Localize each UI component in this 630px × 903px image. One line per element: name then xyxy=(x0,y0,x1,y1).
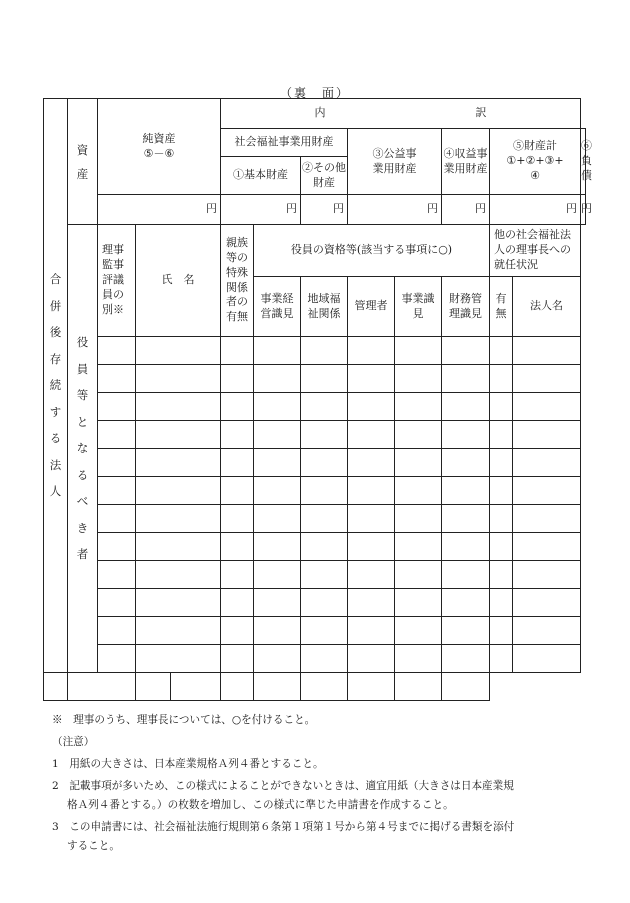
role-cell[interactable] xyxy=(98,365,136,393)
qual-cell-3[interactable] xyxy=(348,393,395,421)
name-cell[interactable] xyxy=(136,421,221,449)
merged-corp-label-char: 法 xyxy=(49,457,62,472)
welfare-assets-header: 社会福祉事業用財産 xyxy=(221,129,348,157)
note-3: 3 この申請書には、社会福祉法施行規則第６条第１項第１号から第４号までに掲げる書類を添付 xyxy=(52,821,515,833)
breakdown-header: 内 訳 xyxy=(221,99,581,129)
name-cell[interactable] xyxy=(136,337,221,365)
qual-cell-4[interactable] xyxy=(395,477,442,505)
officers-label-char: べ xyxy=(76,494,89,509)
officer-row xyxy=(44,449,586,477)
qual-cell-1[interactable] xyxy=(171,673,221,701)
name-cell[interactable] xyxy=(136,365,221,393)
qual-cell-3[interactable] xyxy=(348,365,395,393)
qual-cell-2[interactable] xyxy=(301,337,348,365)
family-cell[interactable] xyxy=(136,673,171,701)
role-cell[interactable] xyxy=(98,505,136,533)
qual-col-4: 事業識 見 xyxy=(395,277,442,337)
corp-name-cell[interactable] xyxy=(513,421,581,449)
officer-row xyxy=(44,617,586,645)
officer-row xyxy=(44,673,586,701)
qual-cell-4[interactable] xyxy=(395,645,442,673)
total-assets-cell[interactable]: 円 xyxy=(490,195,581,225)
qual-cell-3[interactable] xyxy=(348,645,395,673)
family-cell[interactable] xyxy=(221,393,254,421)
qual-cell-2[interactable] xyxy=(301,421,348,449)
note-asterisk: ※ 理事のうち、理事長については、○を付けること。 xyxy=(52,714,316,726)
corp-name-cell[interactable] xyxy=(442,673,490,701)
basic-assets-cell[interactable]: 円 xyxy=(221,195,301,225)
qual-cell-1[interactable] xyxy=(254,617,301,645)
net-assets-header: 純資産 ⑤－⑥ xyxy=(98,99,221,195)
corp-name-cell[interactable] xyxy=(513,477,581,505)
note-caution: （注意） xyxy=(52,736,95,748)
qual-cell-1[interactable] xyxy=(254,589,301,617)
has-cell[interactable] xyxy=(490,505,513,533)
qual-cell-1[interactable] xyxy=(254,421,301,449)
public-assets-cell[interactable]: 円 xyxy=(348,195,442,225)
family-cell[interactable] xyxy=(221,645,254,673)
profit-assets-header: ④収益事 業用財産 xyxy=(442,129,490,195)
qual-cell-1[interactable] xyxy=(254,365,301,393)
note-3-cont: すること。 xyxy=(67,840,120,852)
note-2-cont: 格Ａ列４番とする。）の枚数を増加し、この様式に準じた申請書を作成すること。 xyxy=(67,799,454,811)
qual-cell-5[interactable] xyxy=(442,393,490,421)
qual-cell-1[interactable] xyxy=(254,561,301,589)
qual-cell-1[interactable] xyxy=(254,505,301,533)
merged-corp-label xyxy=(44,99,68,673)
qual-cell-3[interactable] xyxy=(348,449,395,477)
role-cell[interactable] xyxy=(98,617,136,645)
qual-cell-2[interactable] xyxy=(301,589,348,617)
qual-cell-2[interactable] xyxy=(301,617,348,645)
has-cell[interactable] xyxy=(490,477,513,505)
family-cell[interactable] xyxy=(221,365,254,393)
officer-row xyxy=(44,337,586,365)
name-cell[interactable] xyxy=(136,449,221,477)
qual-cell-2[interactable] xyxy=(301,449,348,477)
qual-cell-4[interactable] xyxy=(395,337,442,365)
family-header: 親族 等の 特殊 関係 者の 有無 xyxy=(221,225,254,337)
qual-cell-2[interactable] xyxy=(301,561,348,589)
role-cell[interactable] xyxy=(98,561,136,589)
qual-cell-3[interactable] xyxy=(348,505,395,533)
has-cell[interactable] xyxy=(490,561,513,589)
family-cell[interactable] xyxy=(221,505,254,533)
merged-corp-label-char: 人 xyxy=(49,484,62,499)
officer-row xyxy=(44,477,586,505)
qual-cell-5[interactable] xyxy=(348,673,395,701)
has-cell[interactable] xyxy=(490,337,513,365)
page-title: （裏 面） xyxy=(279,86,350,100)
qual-cell-5[interactable] xyxy=(442,365,490,393)
merged-corp-label-char: す xyxy=(49,404,62,419)
qual-cell-4[interactable] xyxy=(395,561,442,589)
corp-name-cell[interactable] xyxy=(513,449,581,477)
corp-name-cell[interactable] xyxy=(513,589,581,617)
qual-col-3: 管理者 xyxy=(348,277,395,337)
qual-cell-3[interactable] xyxy=(348,337,395,365)
qual-cell-4[interactable] xyxy=(395,421,442,449)
qual-cell-4[interactable] xyxy=(395,449,442,477)
name-cell[interactable] xyxy=(136,617,221,645)
qual-cell-3[interactable] xyxy=(348,589,395,617)
has-cell[interactable] xyxy=(490,617,513,645)
qual-cell-5[interactable] xyxy=(442,533,490,561)
role-cell[interactable] xyxy=(98,449,136,477)
officers-label-char: な xyxy=(76,441,89,456)
officers-label-char: 者 xyxy=(76,547,89,562)
qual-cell-4[interactable] xyxy=(395,393,442,421)
officer-row xyxy=(44,589,586,617)
officer-row xyxy=(44,505,586,533)
qual-col-1: 事業経 営識見 xyxy=(254,277,301,337)
role-cell[interactable] xyxy=(98,645,136,673)
name-cell[interactable] xyxy=(136,589,221,617)
net-assets-cell[interactable]: 円 xyxy=(98,195,221,225)
family-cell[interactable] xyxy=(221,337,254,365)
family-cell[interactable] xyxy=(221,449,254,477)
officer-row xyxy=(44,421,586,449)
total-assets-header: ⑤財産計 ①+②+③+ ④ xyxy=(490,129,581,195)
note-2: 2 記載事項が多いため、この様式によることができないときは、適宜用紙（大きさは日本産業規 xyxy=(52,780,514,792)
qual-cell-1[interactable] xyxy=(254,337,301,365)
has-cell[interactable] xyxy=(490,365,513,393)
officers-label-char: 員 xyxy=(76,361,89,376)
role-cell[interactable] xyxy=(98,393,136,421)
basic-assets-header: ①基本財産 xyxy=(221,157,301,195)
has-cell[interactable] xyxy=(490,393,513,421)
qual-cell-4[interactable] xyxy=(395,617,442,645)
officers-label-char: き xyxy=(76,520,89,535)
role-cell[interactable] xyxy=(98,477,136,505)
other-assets-cell[interactable]: 円 xyxy=(301,195,348,225)
has-cell[interactable] xyxy=(490,533,513,561)
family-cell[interactable] xyxy=(221,561,254,589)
family-cell[interactable] xyxy=(221,477,254,505)
qualification-header: 役員の資格等(該当する事項に○) xyxy=(254,225,490,277)
officer-row xyxy=(44,533,586,561)
qual-col-5: 財務管 理識見 xyxy=(442,277,490,337)
note-1: 1 用紙の大きさは、日本産業規格Ａ列４番とすること。 xyxy=(52,758,324,770)
qual-cell-5[interactable] xyxy=(442,337,490,365)
family-cell[interactable] xyxy=(221,421,254,449)
qual-cell-4[interactable] xyxy=(301,673,348,701)
officers-label-char: 役 xyxy=(76,335,89,350)
officer-row xyxy=(44,393,586,421)
qual-cell-5[interactable] xyxy=(442,449,490,477)
qual-cell-1[interactable] xyxy=(254,477,301,505)
other-assets-header: ②その他 財産 xyxy=(301,157,348,195)
other-corp-header: 他の社会福祉法 人の理事長への 就任状況 xyxy=(490,225,581,277)
assets-label-char: 産 xyxy=(76,166,89,181)
corp-name-cell[interactable] xyxy=(513,617,581,645)
name-cell[interactable] xyxy=(136,533,221,561)
name-cell[interactable] xyxy=(136,645,221,673)
merged-corp-label-char: 併 xyxy=(49,298,62,313)
officers-label xyxy=(68,225,98,673)
has-cell[interactable] xyxy=(395,673,442,701)
qual-cell-5[interactable] xyxy=(442,589,490,617)
qual-cell-1[interactable] xyxy=(254,449,301,477)
qual-cell-3[interactable] xyxy=(348,617,395,645)
name-header: 氏 名 xyxy=(136,225,221,337)
qual-cell-5[interactable] xyxy=(442,561,490,589)
qual-cell-3[interactable] xyxy=(348,421,395,449)
role-cell[interactable] xyxy=(98,533,136,561)
qual-cell-3[interactable] xyxy=(348,533,395,561)
has-header: 有 無 xyxy=(490,277,513,337)
name-cell[interactable] xyxy=(68,673,136,701)
corp-name-cell[interactable] xyxy=(513,645,581,673)
qual-cell-5[interactable] xyxy=(442,617,490,645)
qual-cell-1[interactable] xyxy=(254,645,301,673)
corp-name-cell[interactable] xyxy=(513,393,581,421)
officers-label-char: る xyxy=(76,467,89,482)
qual-cell-5[interactable] xyxy=(442,645,490,673)
corp-name-cell[interactable] xyxy=(513,533,581,561)
officers-label-char: 等 xyxy=(76,388,89,403)
qual-cell-2[interactable] xyxy=(301,645,348,673)
liabilities-cell[interactable]: 円 xyxy=(581,195,586,225)
role-header: 理事 監事 評議 員の 別※ xyxy=(98,225,136,337)
has-cell[interactable] xyxy=(490,449,513,477)
officer-row xyxy=(44,561,586,589)
qual-col-2: 地域福 祉関係 xyxy=(301,277,348,337)
qual-cell-5[interactable] xyxy=(442,505,490,533)
public-assets-header: ③公益事 業用財産 xyxy=(348,129,442,195)
qual-cell-2[interactable] xyxy=(221,673,254,701)
corp-name-cell[interactable] xyxy=(513,337,581,365)
qual-cell-3[interactable] xyxy=(348,477,395,505)
name-cell[interactable] xyxy=(136,505,221,533)
merged-corp-label-char: 合 xyxy=(49,272,62,287)
qual-cell-4[interactable] xyxy=(395,533,442,561)
merged-corp-label-char: 続 xyxy=(49,378,62,393)
name-cell[interactable] xyxy=(136,561,221,589)
qual-cell-2[interactable] xyxy=(301,477,348,505)
qual-cell-4[interactable] xyxy=(395,505,442,533)
corp-name-header: 法人名 xyxy=(513,277,581,337)
assets-label-char: 資 xyxy=(76,142,89,157)
name-cell[interactable] xyxy=(136,477,221,505)
role-cell[interactable] xyxy=(98,337,136,365)
role-cell[interactable] xyxy=(44,673,68,701)
role-cell[interactable] xyxy=(98,589,136,617)
name-cell[interactable] xyxy=(136,393,221,421)
notes-section xyxy=(52,709,592,857)
officer-row xyxy=(44,365,586,393)
qual-cell-2[interactable] xyxy=(301,393,348,421)
qual-cell-4[interactable] xyxy=(395,589,442,617)
role-cell[interactable] xyxy=(98,421,136,449)
merged-corp-label-char: 後 xyxy=(49,325,62,340)
profit-assets-cell[interactable]: 円 xyxy=(442,195,490,225)
qual-cell-3[interactable] xyxy=(348,561,395,589)
family-cell[interactable] xyxy=(221,533,254,561)
corp-name-cell[interactable] xyxy=(513,505,581,533)
qual-cell-4[interactable] xyxy=(395,365,442,393)
qual-cell-5[interactable] xyxy=(442,421,490,449)
qual-cell-5[interactable] xyxy=(442,477,490,505)
merged-corp-label-char: る xyxy=(49,431,62,446)
officer-row xyxy=(44,645,586,673)
corp-name-cell[interactable] xyxy=(513,561,581,589)
corp-name-cell[interactable] xyxy=(513,365,581,393)
has-cell[interactable] xyxy=(490,645,513,673)
merged-corp-label-char: 存 xyxy=(49,351,62,366)
qual-cell-2[interactable] xyxy=(301,533,348,561)
qual-cell-1[interactable] xyxy=(254,393,301,421)
qual-cell-2[interactable] xyxy=(301,365,348,393)
qual-cell-1[interactable] xyxy=(254,533,301,561)
family-cell[interactable] xyxy=(221,589,254,617)
qual-cell-2[interactable] xyxy=(301,505,348,533)
family-cell[interactable] xyxy=(221,617,254,645)
has-cell[interactable] xyxy=(490,589,513,617)
has-cell[interactable] xyxy=(490,421,513,449)
liabilities-header: ⑥負債 xyxy=(581,129,586,195)
qual-cell-3[interactable] xyxy=(254,673,301,701)
merged-corporation-table xyxy=(43,98,593,701)
assets-label xyxy=(68,99,98,225)
officers-label-char: と xyxy=(76,414,89,429)
